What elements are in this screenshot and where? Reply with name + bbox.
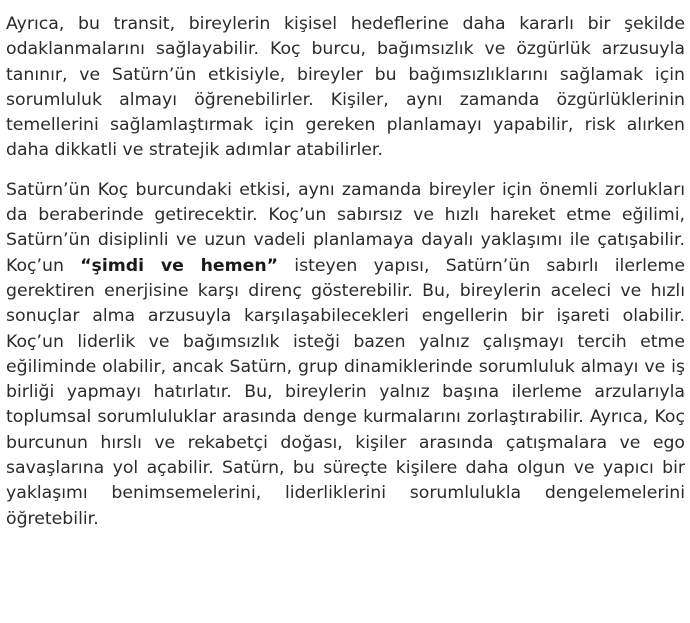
paragraph-text: Ayrıca, bu transit, bireylerin kişisel hedeflerine daha kararlı bir şekilde odaklanmalarını sağlayabilir. Koç burcu, bağımsızlık ve özgürlük arzusuyla tanınır, ve Satürn’ün etkisiyle, bireyler bu bağımsızlıklarını sağlamak için sorumluluk almayı öğrenebilirler. Kişiler, aynı zamanda özgürlüklerinin temellerini sağlamlaştırmak için gereken planlamayı yapabilir, risk alırken daha dikkatli ve stratejik adımlar atabilirler. (6, 14, 685, 161)
paragraph-text-after-bold: isteyen yapısı, Satürn’ün sabırlı ilerleme gerektiren enerjisine karşı direnç gösterebilir. Bu, bireylerin aceleci ve hızlı sonuçlar alma arzusuyla karşılaşabilecekleri engellerin bir işareti olabilir. Koç’un liderlik ve bağımsızlık isteği bazen yalnız çalışmayı tercih etme eğiliminde olabilir, ancak Satürn, grup dinamiklerinde sorumluluk almayı ve iş birliği yapmayı hatırlatır. Bu, bireylerin yalnız başına ilerleme arzularıyla toplumsal sorumluluklar arasında denge kurmalarını zorlaştırabilir. Ayrıca, Koç burcunun hırslı ve rekabetçi doğası, kişiler arasında çatışmalara ve ego savaşlarına yol açabilir. Satürn, bu süreçte kişilere daha olgun ve yapıcı bir yaklaşımı benimsemelerini, liderliklerini sorumlulukla dengelemelerini öğretebilir. (6, 255, 685, 529)
paragraph-transit-focus (6, 12, 685, 164)
paragraph-text-before-bold: Satürn’ün Koç burcundaki etkisi, aynı zamanda bireyler için önemli zorlukları da beraberinde getirecektir. Koç’un sabırsız ve hızlı hareket etme eğilimi, Satürn’ün disiplinli ve uzun vadeli planlamaya dayalı yaklaşımı ile çatışabilir. Koç’un (6, 179, 685, 276)
emphasis-phrase: “şimdi ve hemen” (80, 255, 279, 276)
paragraph-saturn-challenges (6, 178, 685, 532)
